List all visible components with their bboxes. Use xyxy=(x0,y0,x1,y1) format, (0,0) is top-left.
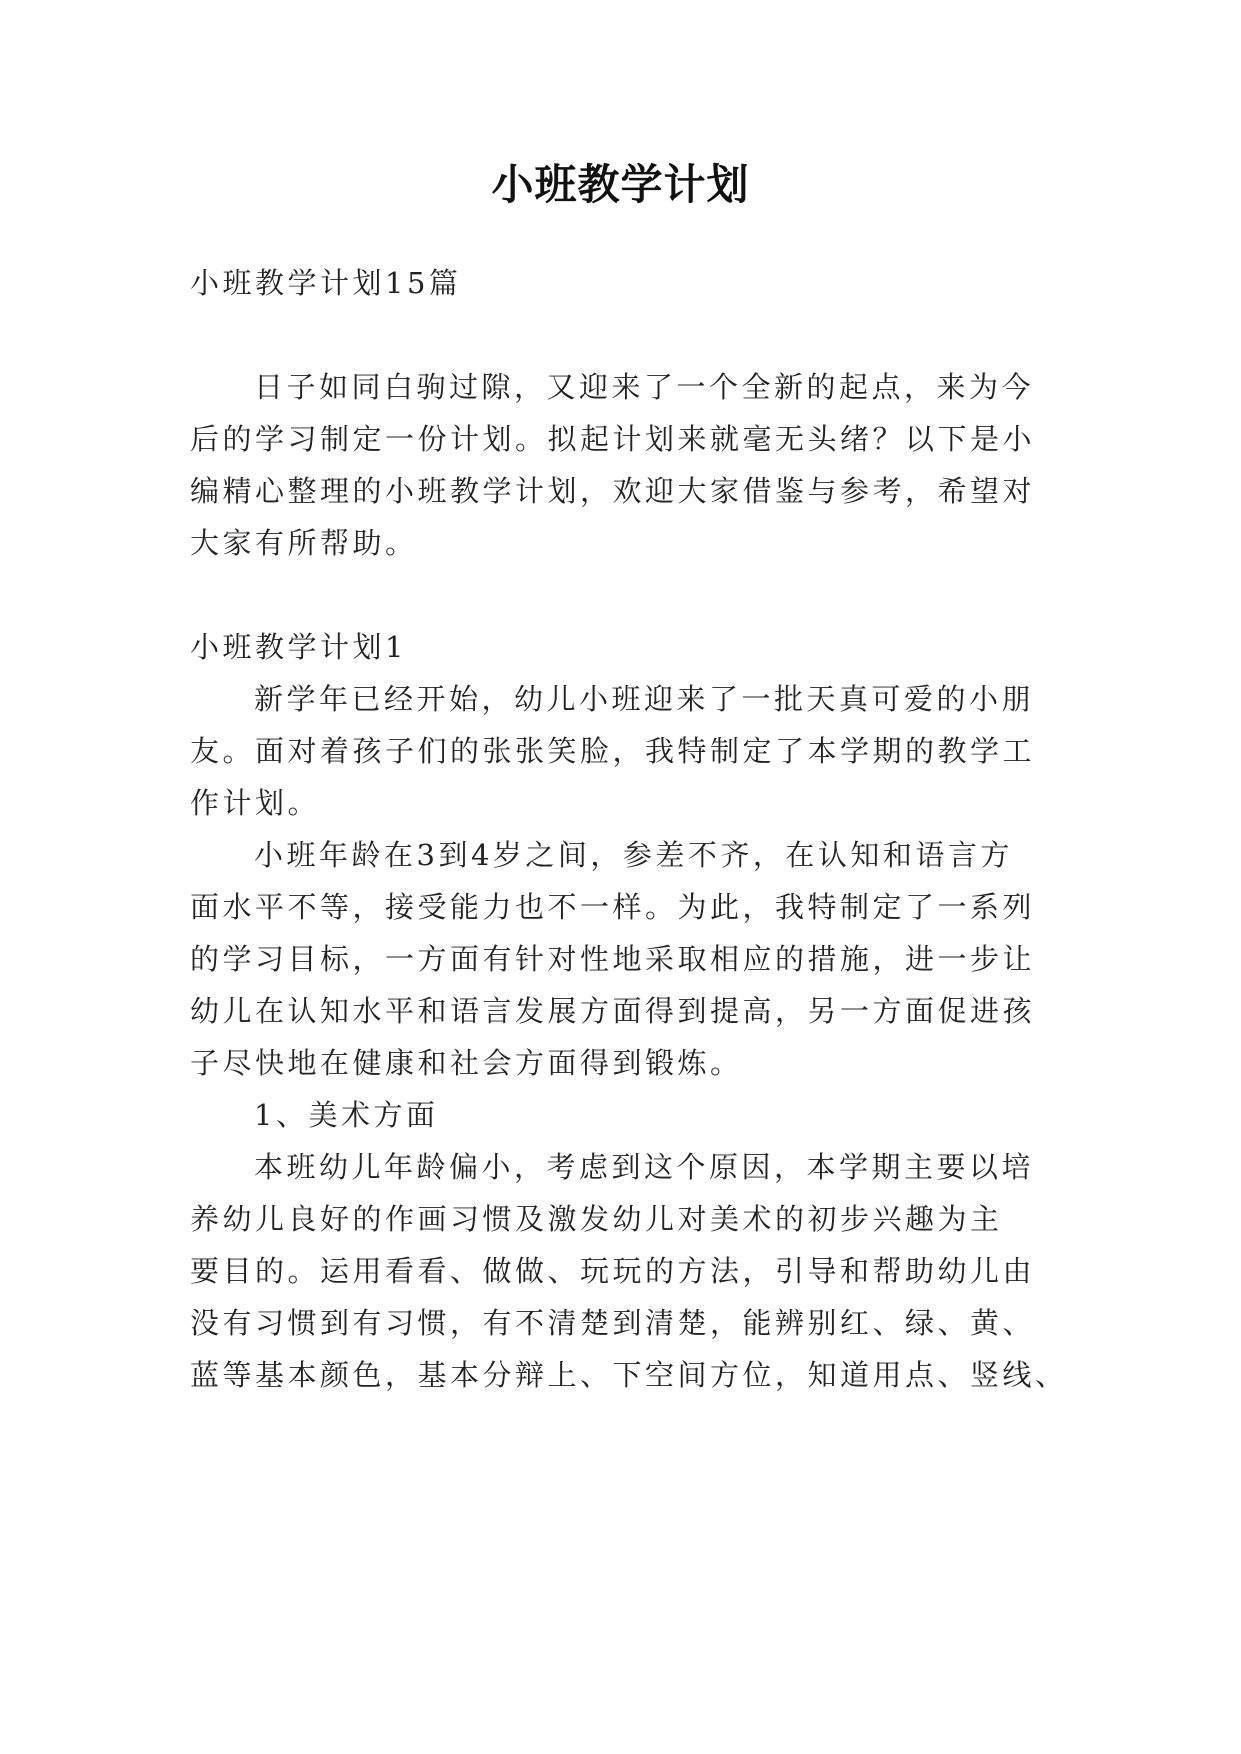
intro-line: 后的学习制定一份计划。拟起计划来就毫无头绪？以下是小 xyxy=(190,422,1036,456)
intro-line: 大家有所帮助。 xyxy=(190,526,418,560)
intro-line: 编精心整理的小班教学计划，欢迎大家借鉴与参考，希望对 xyxy=(190,474,1036,508)
paragraph-line: 面水平不等，接受能力也不一样。为此，我特制定了一系列 xyxy=(190,890,1036,924)
paragraph-line: 子尽快地在健康和社会方面得到锻炼。 xyxy=(190,1046,743,1080)
document-subtitle: 小班教学计划15篇 xyxy=(190,266,462,300)
paragraph-line: 幼儿在认知水平和语言发展方面得到提高，另一方面促进孩 xyxy=(190,994,1036,1028)
intro-line: 日子如同白驹过隙，又迎来了一个全新的起点，来为今 xyxy=(254,370,1035,404)
paragraph-line: 友。面对着孩子们的张张笑脸，我特制定了本学期的教学工 xyxy=(190,734,1036,768)
paragraph-line: 本班幼儿年龄偏小，考虑到这个原因，本学期主要以培 xyxy=(254,1150,1035,1184)
document-title: 小班教学计划 xyxy=(491,160,750,209)
paragraph-line: 蓝等基本颜色，基本分辩上、下空间方位，知道用点、竖线、 xyxy=(190,1358,1068,1392)
paragraph-line: 作计划。 xyxy=(190,786,321,820)
paragraph-line: 要目的。运用看看、做做、玩玩的方法，引导和帮助幼儿由 xyxy=(190,1254,1036,1288)
paragraph-line: 没有习惯到有习惯，有不清楚到清楚，能辨别红、绿、黄、 xyxy=(190,1306,1036,1340)
paragraph-line: 养幼儿良好的作画习惯及激发幼儿对美术的初步兴趣为主 xyxy=(190,1202,1003,1236)
section-heading: 小班教学计划1 xyxy=(190,630,407,664)
paragraph-line: 小班年龄在3到4岁之间，参差不齐，在认知和语言方 xyxy=(254,838,1013,872)
item-heading: 1、美术方面 xyxy=(254,1098,439,1132)
paragraph-line: 新学年已经开始，幼儿小班迎来了一批天真可爱的小朋 xyxy=(254,682,1035,716)
paragraph-line: 的学习目标，一方面有针对性地采取相应的措施，进一步让 xyxy=(190,942,1036,976)
